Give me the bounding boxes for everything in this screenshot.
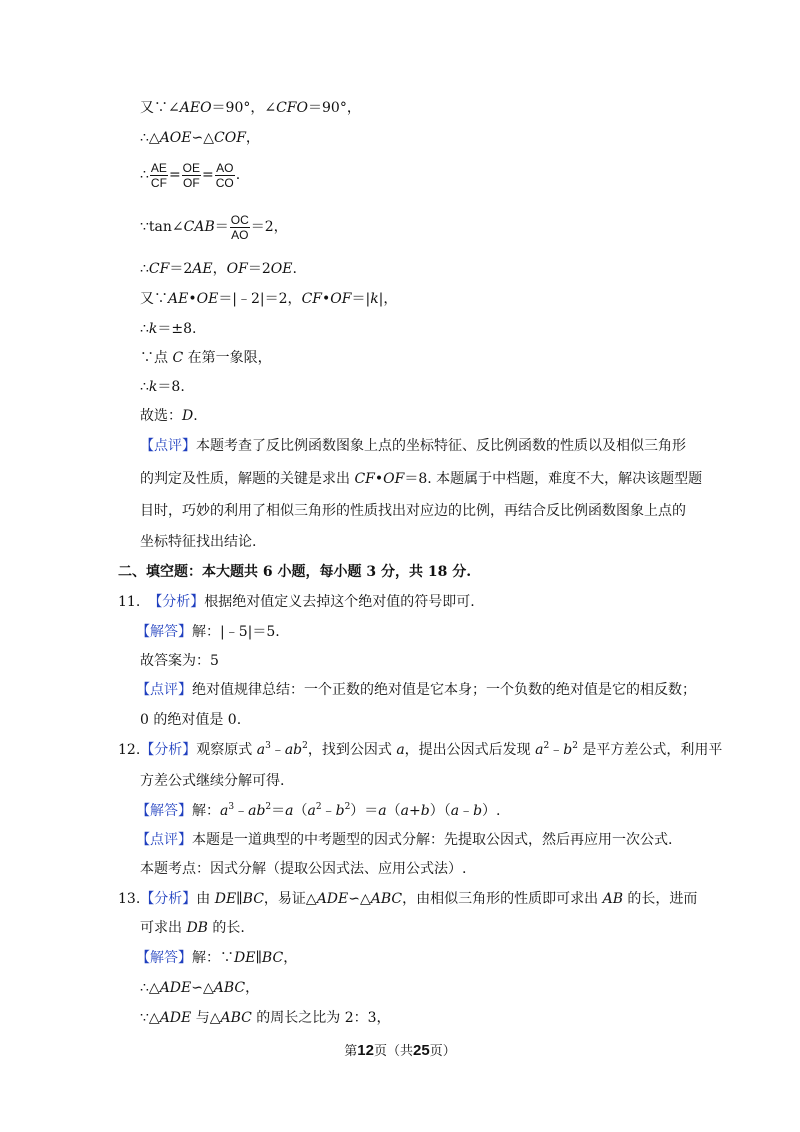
exponent: 2 <box>302 741 308 751</box>
analysis-line <box>140 771 284 791</box>
math-var: ABC <box>370 891 403 907</box>
text: ＝2 <box>169 261 193 277</box>
text: ＝|﹣2|＝2， <box>218 291 302 307</box>
denominator: OF <box>183 175 200 190</box>
math-var: AOE <box>159 130 192 146</box>
comment-tag: 【点评】 <box>136 682 192 698</box>
text: ， <box>245 130 260 146</box>
text: ∽△ <box>348 891 371 907</box>
text: ＝90°，∠ <box>211 100 277 116</box>
math-var: AEO <box>179 100 212 116</box>
comment-line <box>140 859 466 879</box>
text: 由 <box>196 891 215 907</box>
text: 0 的绝对值是 0. <box>140 712 242 728</box>
section-heading: 二、填空题：本大题共 6 小题，每小题 3 分，共 18 分. <box>118 564 472 580</box>
text: ）＝ <box>350 803 379 819</box>
fraction-line <box>140 160 240 190</box>
fraction <box>230 213 250 242</box>
text: 方差公式继续分解可得. <box>140 773 285 789</box>
numerator: OE <box>182 160 201 175</box>
answer-line <box>140 978 259 998</box>
question-number: 13. <box>118 891 141 907</box>
denominator: CO <box>215 175 234 190</box>
question-12 <box>118 740 722 760</box>
text: ∥ <box>255 950 262 966</box>
comment-tag: 【点评】 <box>136 832 192 848</box>
text: （ <box>293 803 308 819</box>
text: ﹣ <box>270 742 285 758</box>
text: ， <box>283 950 298 966</box>
text: 解：|﹣5|＝5. <box>192 624 280 640</box>
text: 的长. <box>207 920 245 936</box>
text: ∵△ <box>140 1010 160 1026</box>
text: ﹣ <box>549 742 564 758</box>
comment-line <box>140 532 256 552</box>
denominator: AO <box>231 227 249 242</box>
footer-text: 第 <box>344 1044 358 1059</box>
text: 绝对值规律总结：一个正数的绝对值是它本身；一个负数的绝对值是它的相反数； <box>192 682 696 698</box>
math-var: OF <box>383 471 405 487</box>
math-var: a <box>256 742 266 758</box>
text: ∽△ <box>191 980 214 996</box>
math-var: CF <box>148 261 170 277</box>
exponent: 3 <box>265 741 271 751</box>
math-var: k <box>370 291 379 307</box>
solution-line <box>140 289 397 309</box>
math-var: OF <box>226 261 248 277</box>
text: ，由相似三角形的性质即可求出 <box>402 891 603 907</box>
math-var: ab <box>248 803 266 819</box>
answer-line <box>140 651 219 671</box>
analysis-line <box>140 918 245 938</box>
math-var: b <box>335 803 345 819</box>
text: ﹣ <box>234 803 249 819</box>
fraction-line <box>140 212 288 242</box>
math-var: D <box>182 408 194 424</box>
math-var: CF <box>354 471 375 487</box>
text: 故答案为：5 <box>140 653 219 669</box>
math-var: OF <box>330 291 352 307</box>
text: 观察原式 <box>196 742 257 758</box>
comment-line <box>140 436 686 456</box>
exponent: 2 <box>344 802 351 812</box>
text: 的周长之比为 2：3， <box>251 1010 391 1026</box>
numerator: OC <box>230 212 249 227</box>
math-var: a <box>396 742 405 758</box>
text: ， <box>212 261 227 277</box>
text: ＝2， <box>250 219 288 235</box>
math-var: ABC <box>213 980 246 996</box>
text: ＝8. 本题属于中档题，难度不大，解决该题型题 <box>404 471 703 487</box>
comment-line <box>140 469 702 489</box>
text: ∴ <box>140 261 149 277</box>
math-var: a+b <box>400 803 430 819</box>
math-var: BC <box>261 950 284 966</box>
solution-line <box>140 348 272 368</box>
math-var: AE <box>168 291 189 307</box>
math-var: ab <box>284 742 303 758</box>
text: ）. <box>482 803 501 819</box>
math-var: DB <box>186 920 208 936</box>
text: ﹣ <box>321 803 336 819</box>
math-var: ADE <box>159 980 192 996</box>
text: ∴ <box>140 379 149 395</box>
text: 解：∵ <box>192 950 234 966</box>
text: = <box>168 167 181 183</box>
text: ∴ <box>140 321 149 337</box>
fraction <box>150 161 168 190</box>
math-var: a <box>285 803 294 819</box>
comment-line <box>140 501 686 521</box>
text: • <box>374 471 384 487</box>
math-var: a <box>307 803 316 819</box>
math-var: a <box>378 803 387 819</box>
solution-line <box>140 377 185 397</box>
exponent: 3 <box>228 802 235 812</box>
text: 本题考查了反比例函数图象上点的坐标特征、反比例函数的性质以及相似三角形 <box>196 438 686 454</box>
question-number: 12. <box>118 742 141 758</box>
text: 坐标特征找出结论. <box>140 534 257 550</box>
page-footer <box>0 1040 800 1059</box>
text: 本题是一道典型的中考题型的因式分解：先提取公因式，然后再应用一次公式. <box>192 832 673 848</box>
analysis-tag: 【分析】 <box>140 891 197 907</box>
math-var: ADE <box>159 1010 192 1026</box>
text: ∴ <box>140 167 149 183</box>
math-var: OE <box>196 291 219 307</box>
footer-text: 页（共 <box>373 1044 413 1059</box>
answer-line <box>136 622 280 642</box>
math-var: BC <box>242 891 264 907</box>
text: ＝ <box>271 803 286 819</box>
math-var: DE <box>234 950 256 966</box>
text: = <box>202 167 214 183</box>
solution-line <box>140 98 361 118</box>
math-var: AB <box>602 891 623 907</box>
denominator: CF <box>150 175 167 190</box>
page-number: 12 <box>357 1042 374 1059</box>
solution-line <box>140 406 198 426</box>
answer-tag: 【解答】 <box>136 950 192 966</box>
math-var: b <box>563 742 573 758</box>
analysis-tag: 【分析】 <box>148 594 205 610</box>
text: ∵点 <box>140 350 173 366</box>
answer-tag: 【解答】 <box>136 624 192 640</box>
text: • <box>188 291 197 307</box>
exponent: 2 <box>572 741 578 751</box>
text: 是平方差公式，利用平 <box>577 742 723 758</box>
text: ＝2 <box>247 261 271 277</box>
math-var: a <box>535 742 544 758</box>
text: ＝| <box>351 291 371 307</box>
text: 目时，巧妙的利用了相似三角形的性质找出对应边的比例，再结合反比例函数图象上点的 <box>140 503 686 519</box>
text: 与△ <box>191 1010 221 1026</box>
math-var: a <box>450 803 460 819</box>
text: 又∵∠ <box>140 100 180 116</box>
solution-line <box>140 319 197 339</box>
answer-line <box>136 948 297 968</box>
text: • <box>322 291 331 307</box>
question-13 <box>118 889 697 909</box>
text: ＝90°， <box>308 100 361 116</box>
text: ＝ <box>214 219 229 235</box>
text: ∵tan∠ <box>140 219 184 235</box>
comment-line <box>140 710 241 730</box>
text: ＝±8. <box>157 321 197 337</box>
text: 可求出 <box>140 920 187 936</box>
text: ，找到公因式 <box>307 742 397 758</box>
fraction <box>182 161 201 190</box>
text: ）（ <box>429 803 451 819</box>
text: ﹣ <box>459 803 474 819</box>
math-var: COF <box>214 130 246 146</box>
text: 的判定及性质，解题的关键是求出 <box>140 471 355 487</box>
text: ，易证△ <box>263 891 317 907</box>
text: 根据绝对值定义去掉这个绝对值的符号即可. <box>204 594 475 610</box>
math-var: AE <box>192 261 213 277</box>
text: ∴△ <box>140 130 160 146</box>
numerator: AE <box>150 160 167 175</box>
exponent: 2 <box>265 802 272 812</box>
question-11 <box>118 592 475 612</box>
text: . <box>193 408 198 424</box>
text: ， <box>245 980 260 996</box>
footer-text: 页） <box>429 1044 456 1059</box>
text: 本题考点：因式分解（提取公因式法、应用公式法）. <box>140 861 467 877</box>
text: ∥ <box>236 891 243 907</box>
text: ∴△ <box>140 980 160 996</box>
fraction <box>215 161 235 190</box>
analysis-tag: 【分析】 <box>140 742 197 758</box>
math-var: k <box>148 379 158 395</box>
text: . <box>292 261 297 277</box>
comment-line <box>136 680 696 700</box>
math-var: CAB <box>183 219 215 235</box>
exponent: 2 <box>315 802 322 812</box>
numerator: AO <box>216 160 234 175</box>
text: 故选： <box>140 408 182 424</box>
math-var: ABC <box>220 1010 252 1026</box>
exponent: 2 <box>543 741 550 751</box>
answer-tag: 【解答】 <box>136 803 192 819</box>
text: . <box>235 167 241 183</box>
question-number: 11. <box>118 594 141 610</box>
text: 的长，进而 <box>622 891 698 907</box>
solution-line <box>140 128 260 148</box>
math-var: C <box>172 350 184 366</box>
math-var: ADE <box>316 891 349 907</box>
math-var: a <box>220 803 229 819</box>
math-var: b <box>473 803 483 819</box>
math-var: CF <box>301 291 322 307</box>
text: 解： <box>192 803 220 819</box>
text: ∽△ <box>191 130 214 146</box>
text: 又∵ <box>140 291 168 307</box>
text: |， <box>378 291 398 307</box>
answer-line <box>136 801 500 821</box>
math-var: OE <box>270 261 293 277</box>
comment-line <box>136 830 672 850</box>
math-var: DE <box>214 891 237 907</box>
text: ＝8. <box>157 379 185 395</box>
math-var: k <box>148 321 158 337</box>
text: （ <box>386 803 401 819</box>
solution-line <box>140 259 297 279</box>
text: ，提出公因式后发现 <box>404 742 536 758</box>
comment-tag: 【点评】 <box>140 438 196 454</box>
answer-line <box>140 1008 391 1028</box>
total-pages: 25 <box>413 1042 430 1059</box>
math-var: CFO <box>276 100 308 116</box>
text: 在第一象限， <box>183 350 272 366</box>
